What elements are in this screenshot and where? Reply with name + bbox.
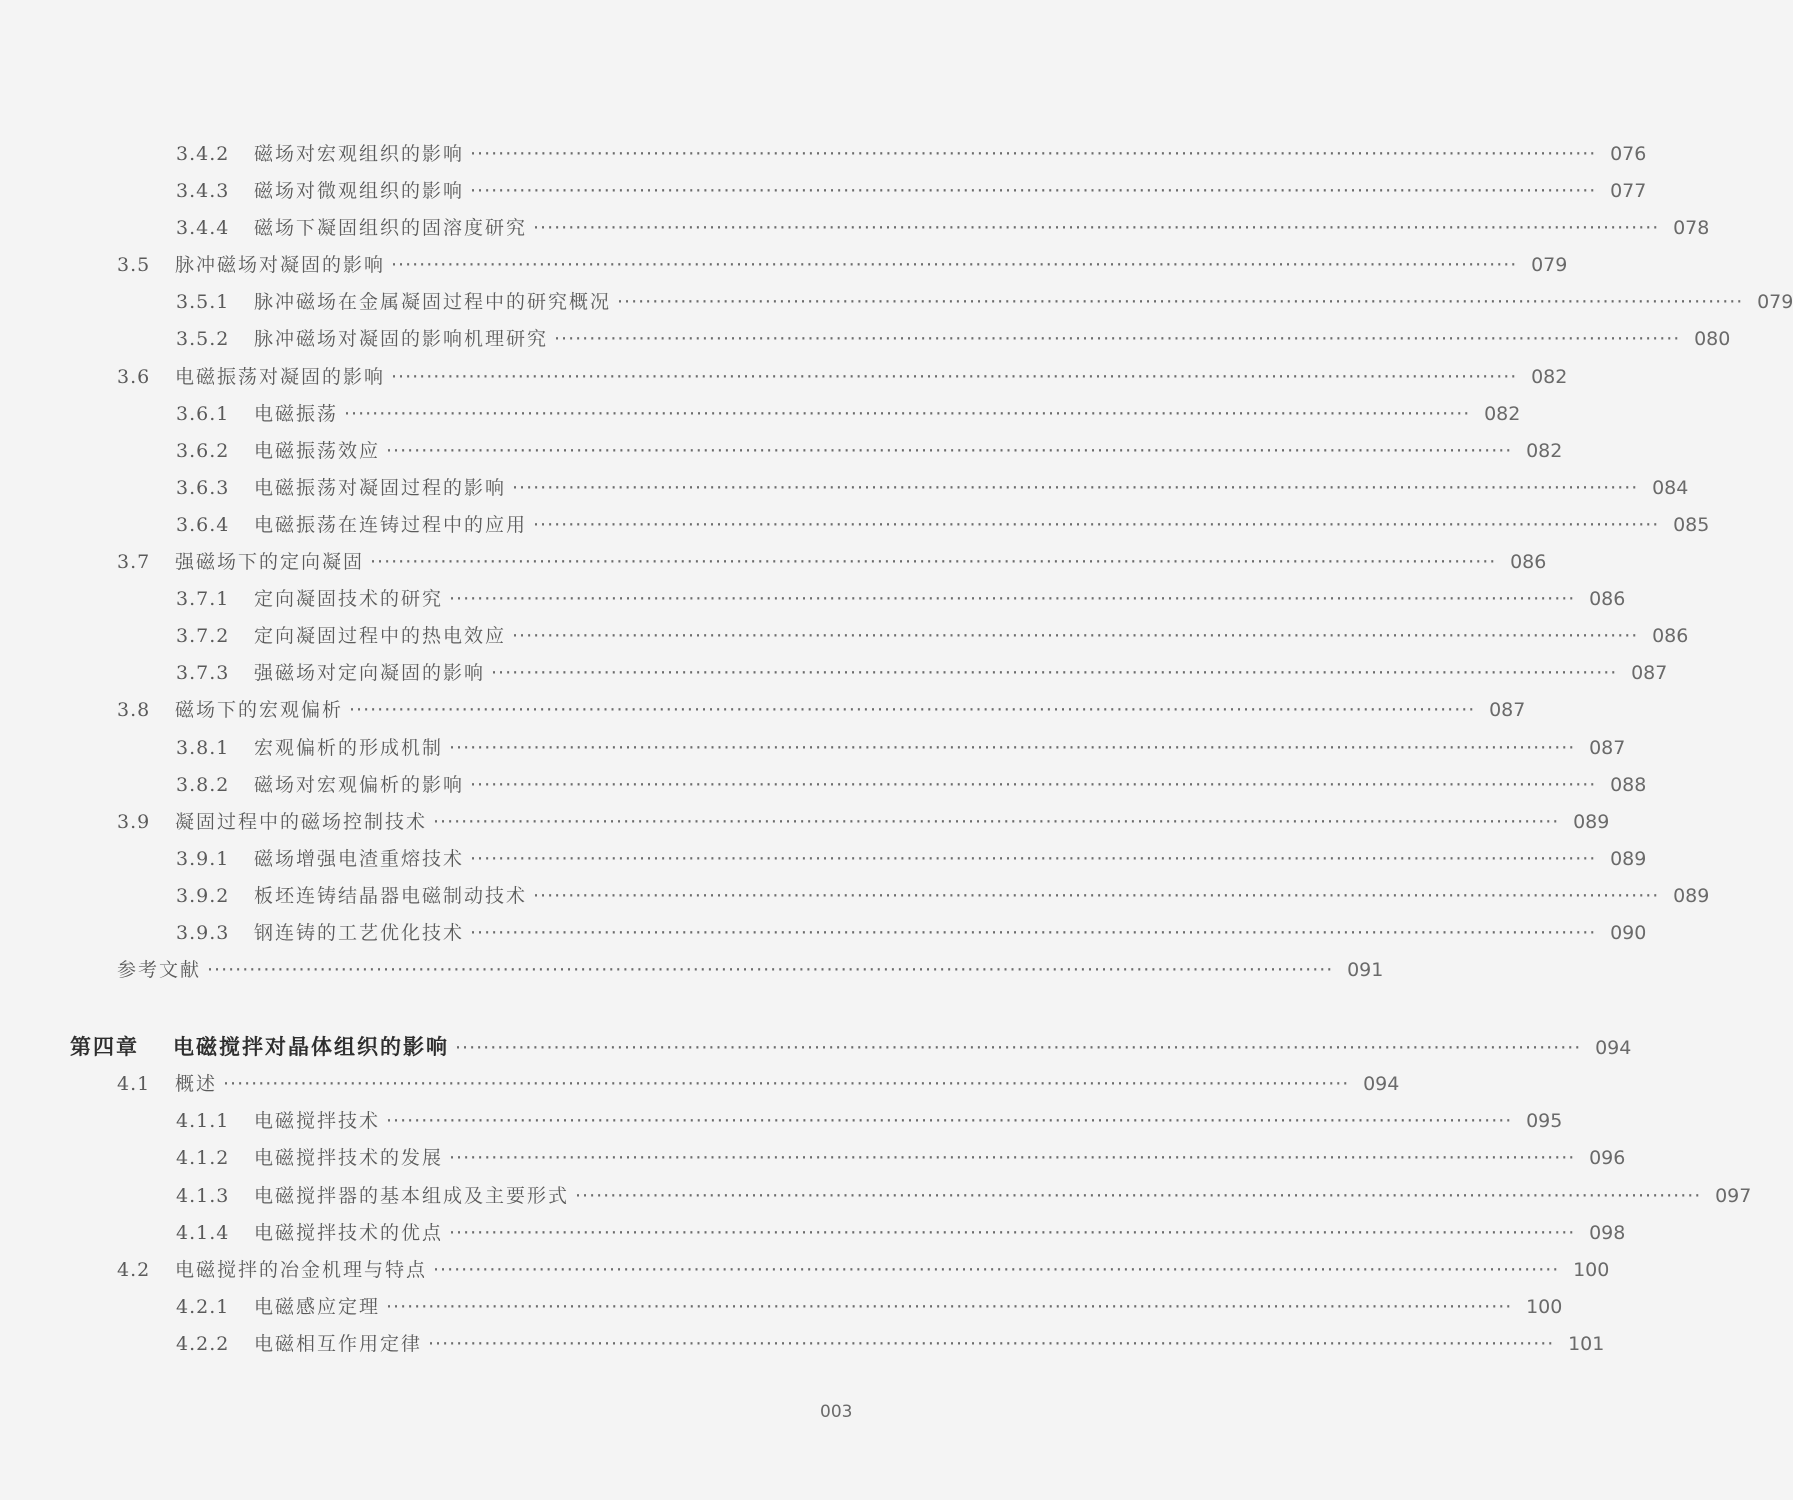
- leader-dots: ································································································································································: [491, 662, 1618, 685]
- toc-entry-title: 电磁振荡: [254, 402, 339, 425]
- leader-dots: ································································································································································: [344, 402, 1471, 425]
- leader-dots: ································································································································································: [386, 439, 1513, 462]
- toc-entry-number: 3.4.2: [176, 143, 230, 165]
- toc-entry[interactable]: [0, 841, 1647, 878]
- toc-entry-page: 084: [1652, 476, 1689, 499]
- toc-entry-title: 电磁搅拌技术: [254, 1110, 381, 1133]
- toc-section[interactable]: [0, 692, 1526, 729]
- toc-entry-page: 089: [1610, 847, 1647, 870]
- toc-entry-page: 095: [1526, 1110, 1563, 1133]
- toc-entry[interactable]: [0, 173, 1647, 210]
- toc-entry-page: 085: [1673, 513, 1710, 536]
- toc-entry[interactable]: [0, 618, 1689, 655]
- toc-entry-number: 3.9.3: [176, 921, 230, 944]
- toc-entry-title: 钢连铸的工艺优化技术: [254, 921, 465, 944]
- toc-entry-title: 电磁振荡对凝固过程的影响: [254, 476, 507, 499]
- toc-entry-title: 定向凝固技术的研究: [254, 588, 444, 611]
- toc-entry-page: 094: [1595, 1037, 1632, 1060]
- leader-dots: ································································································································································: [449, 736, 1576, 759]
- leader-dots: ································································································································································: [386, 1295, 1513, 1318]
- toc-entry-number: 3.7: [117, 551, 151, 574]
- toc-entry[interactable]: [0, 1215, 1626, 1252]
- toc-entry-title: 磁场对微观组织的影响: [254, 180, 465, 203]
- toc-entry[interactable]: [0, 470, 1689, 507]
- leader-dots: ································································································································································: [512, 625, 1639, 648]
- toc-entry-title: 磁场对宏观组织的影响: [254, 143, 465, 165]
- leader-dots: ································································································································································: [349, 699, 1476, 722]
- leader-dots: ································································································································································: [470, 921, 1597, 944]
- toc-entry-number: 3.7.2: [176, 625, 230, 648]
- toc-entry-number: 4.2.1: [176, 1295, 230, 1318]
- toc-entry[interactable]: [0, 767, 1647, 804]
- toc-entry[interactable]: [0, 396, 1521, 433]
- toc-entry-title: 概述: [175, 1073, 218, 1096]
- toc-entry-page: 100: [1526, 1295, 1563, 1318]
- toc-entry-page: 076: [1610, 143, 1647, 165]
- toc-section[interactable]: [0, 1252, 1610, 1289]
- toc-entry-page: 080: [1694, 328, 1731, 351]
- leader-dots: ································································································································································: [449, 588, 1576, 611]
- toc-entry[interactable]: [0, 1103, 1563, 1140]
- toc-entry-title: 宏观偏析的形成机制: [254, 736, 444, 759]
- toc-entry[interactable]: [0, 1326, 1605, 1363]
- toc-entry-page: 086: [1589, 588, 1626, 611]
- toc-section[interactable]: [0, 804, 1610, 841]
- toc-entry-number: 4.1.1: [176, 1110, 230, 1133]
- toc-entry-number: 3.6.1: [176, 402, 230, 425]
- toc-entry-page: 090: [1610, 921, 1647, 944]
- toc-entry-number: 4.1: [117, 1073, 151, 1096]
- toc-section[interactable]: [0, 359, 1568, 396]
- toc-entry-title: 磁场对宏观偏析的影响: [254, 773, 465, 796]
- toc-entry-number: 3.7.3: [176, 662, 230, 685]
- leader-dots: ································································································································································: [449, 1221, 1576, 1244]
- toc-entry-page: 082: [1526, 439, 1563, 462]
- toc-references[interactable]: [0, 952, 1384, 989]
- toc-entry-page: 098: [1589, 1221, 1626, 1244]
- toc-entry-number: 3.4.4: [176, 217, 230, 240]
- toc-entry-number: 3.8: [117, 699, 151, 722]
- toc-section[interactable]: [0, 544, 1547, 581]
- toc-entry-page: 094: [1363, 1073, 1400, 1096]
- leader-dots: ································································································································································: [533, 217, 1660, 240]
- toc-entry-title: 板坯连铸结晶器电磁制动技术: [254, 884, 528, 907]
- toc-entry-page: 087: [1489, 699, 1526, 722]
- toc-entry-number: 3.6.4: [176, 513, 230, 536]
- toc-entry[interactable]: [0, 915, 1647, 952]
- toc-entry-page: 097: [1715, 1184, 1752, 1207]
- toc-entry-title: 磁场增强电渣重熔技术: [254, 847, 465, 870]
- toc-entry-title: 脉冲磁场在金属凝固过程中的研究概况: [254, 291, 612, 314]
- toc-entry-title: 电磁搅拌技术的发展: [254, 1147, 444, 1170]
- toc-entry[interactable]: [0, 433, 1563, 470]
- toc-entry-page: 101: [1568, 1332, 1605, 1355]
- toc-entry-title: 脉冲磁场对凝固的影响: [175, 254, 386, 277]
- toc-entry-number: 3.9: [117, 810, 151, 833]
- leader-dots: ································································································································································: [391, 254, 1518, 277]
- toc-entry-title: 脉冲磁场对凝固的影响机理研究: [254, 328, 549, 351]
- toc-entry-page: 089: [1573, 810, 1610, 833]
- toc-entry-title: 定向凝固过程中的热电效应: [254, 625, 507, 648]
- toc-entry-title: 电磁振荡效应: [254, 439, 381, 462]
- leader-dots: ································································································································································: [386, 1110, 1513, 1133]
- toc-entry[interactable]: [0, 878, 1710, 915]
- toc-entry-title: 电磁振荡对凝固的影响: [175, 365, 386, 388]
- toc-entry-title: 电磁相互作用定律: [254, 1332, 423, 1355]
- toc-chapter[interactable]: [0, 1029, 1632, 1066]
- leader-dots: ································································································································································: [223, 1073, 1350, 1096]
- toc-entry-page: 082: [1531, 365, 1568, 388]
- leader-dots: ································································································································································: [470, 847, 1597, 870]
- toc-entry[interactable]: [0, 730, 1626, 767]
- toc-section[interactable]: [0, 247, 1568, 284]
- toc-entry-title: 参考文献: [117, 959, 202, 982]
- toc-entry-page: 079: [1757, 291, 1793, 314]
- toc-entry-number: 3.8.1: [176, 736, 230, 759]
- toc-entry[interactable]: [0, 655, 1668, 692]
- toc-entry[interactable]: [0, 321, 1731, 358]
- toc-entry-page: 096: [1589, 1147, 1626, 1170]
- leader-dots: ································································································································································: [455, 1037, 1582, 1060]
- toc-entry-title: 电磁感应定理: [254, 1295, 381, 1318]
- toc-entry-number: 3.6.2: [176, 439, 230, 462]
- toc-entry-number: 3.5: [117, 254, 151, 277]
- toc-entry-page: 089: [1673, 884, 1710, 907]
- toc-section[interactable]: [0, 1066, 1400, 1103]
- leader-dots: ································································································································································: [512, 476, 1639, 499]
- leader-dots: ································································································································································: [391, 365, 1518, 388]
- toc-entry[interactable]: [0, 1178, 1752, 1215]
- leader-dots: ································································································································································: [533, 513, 1660, 536]
- toc-entry-page: 100: [1573, 1258, 1610, 1281]
- leader-dots: ································································································································································: [470, 180, 1597, 203]
- leader-dots: ································································································································································: [433, 1258, 1560, 1281]
- toc-entry-number: 4.2: [117, 1258, 151, 1281]
- leader-dots: ································································································································································: [370, 551, 1497, 574]
- toc-entry-page: 079: [1531, 254, 1568, 277]
- toc-entry-number: 3.7.1: [176, 588, 230, 611]
- toc-entry-number: 4.2.2: [176, 1332, 230, 1355]
- leader-dots: ································································································································································: [428, 1332, 1555, 1355]
- toc-entry[interactable]: [0, 1140, 1626, 1177]
- toc-entry-number: 3.5.2: [176, 328, 230, 351]
- toc-entry-page: 088: [1610, 773, 1647, 796]
- leader-dots: ································································································································································: [470, 143, 1597, 165]
- toc-entry-number: 3.6: [117, 365, 151, 388]
- toc-entry-page: 086: [1652, 625, 1689, 648]
- chapter-number: 第四章: [70, 1035, 139, 1060]
- toc-entry-number: 3.9.1: [176, 847, 230, 870]
- toc-entry-number: 3.4.3: [176, 180, 230, 203]
- toc-entry-number: 3.6.3: [176, 476, 230, 499]
- toc-entry[interactable]: [0, 1289, 1563, 1326]
- toc-entry-page: 087: [1589, 736, 1626, 759]
- toc-entry-number: 4.1.2: [176, 1147, 230, 1170]
- toc-entry-page: 091: [1347, 959, 1384, 982]
- toc-entry[interactable]: [0, 284, 1793, 321]
- toc-entry-title: 电磁振荡在连铸过程中的应用: [254, 513, 528, 536]
- toc-entry-title: 强磁场下的定向凝固: [175, 551, 365, 574]
- toc-entry-number: 4.1.3: [176, 1184, 230, 1207]
- toc-entry-page: 087: [1631, 662, 1668, 685]
- toc-entry[interactable]: [0, 136, 1647, 173]
- toc-entry-title: 凝固过程中的磁场控制技术: [175, 810, 428, 833]
- leader-dots: ································································································································································: [554, 328, 1681, 351]
- toc-entry-number: 4.1.4: [176, 1221, 230, 1244]
- leader-dots: ································································································································································: [533, 884, 1660, 907]
- leader-dots: ································································································································································: [207, 959, 1334, 982]
- toc-entry-title: 电磁搅拌技术的优点: [254, 1221, 444, 1244]
- toc-entry-number: 3.5.1: [176, 291, 230, 314]
- toc-entry-title: 电磁搅拌器的基本组成及主要形式: [254, 1184, 570, 1207]
- chapter-title: 电磁搅拌对晶体组织的影响: [173, 1035, 449, 1060]
- toc-entry-page: 086: [1510, 551, 1547, 574]
- toc-entry-title: 电磁搅拌的冶金机理与特点: [175, 1258, 428, 1281]
- toc-entry-number: 3.9.2: [176, 884, 230, 907]
- toc-entry[interactable]: [0, 581, 1626, 618]
- toc-entry-title: 强磁场对定向凝固的影响: [254, 662, 486, 685]
- leader-dots: ································································································································································: [575, 1184, 1702, 1207]
- toc-entry[interactable]: [0, 210, 1710, 247]
- toc-entry-page: 082: [1484, 402, 1521, 425]
- leader-dots: ································································································································································: [617, 291, 1744, 314]
- toc-entry-title: 磁场下凝固组织的固溶度研究: [254, 217, 528, 240]
- leader-dots: ································································································································································: [433, 810, 1560, 833]
- leader-dots: ································································································································································: [449, 1147, 1576, 1170]
- leader-dots: ································································································································································: [470, 773, 1597, 796]
- page-number: 003: [820, 1402, 853, 1422]
- toc-entry-number: 3.8.2: [176, 773, 230, 796]
- toc-entry-page: 077: [1610, 180, 1647, 203]
- toc-entry-title: 磁场下的宏观偏析: [175, 699, 344, 722]
- toc-entry-page: 078: [1673, 217, 1710, 240]
- toc-entry[interactable]: [0, 507, 1710, 544]
- table-of-contents: [0, 136, 1793, 1363]
